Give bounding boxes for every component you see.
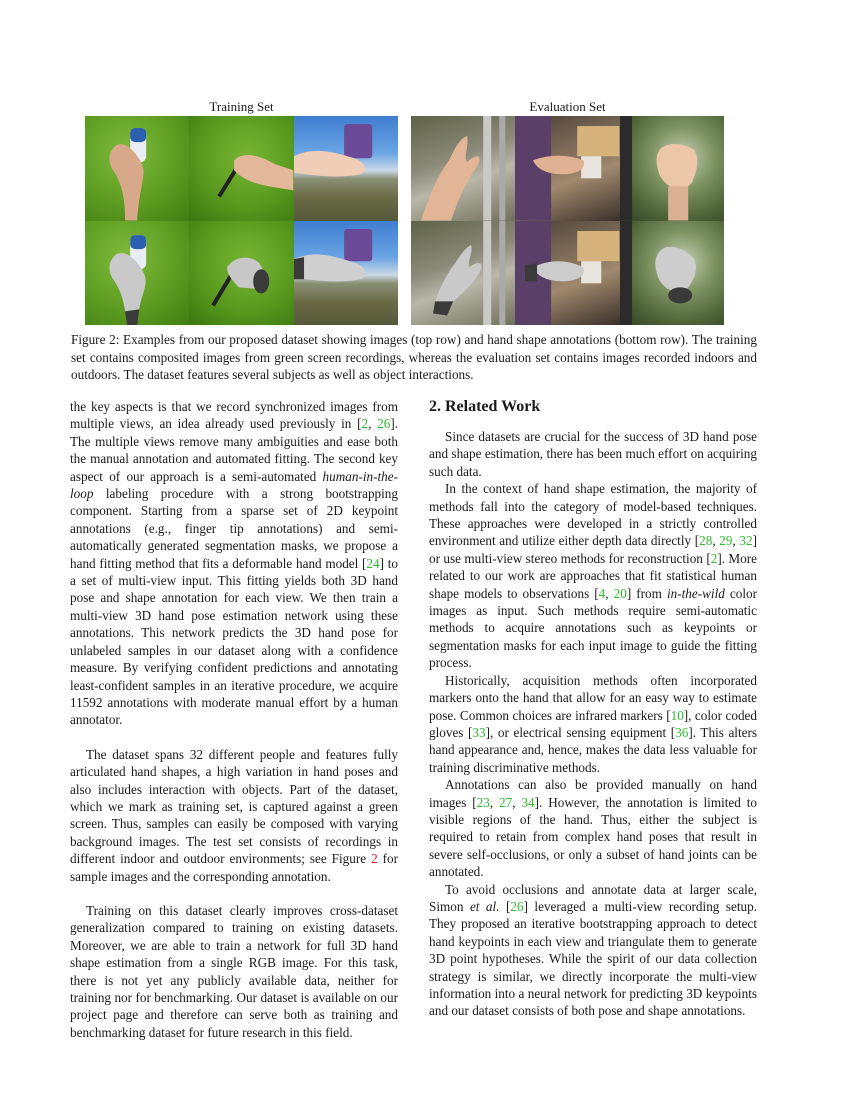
evaluation-annotation-indoor — [515, 221, 619, 326]
evaluation-image-outdoor — [411, 116, 515, 221]
text-run: ]. However, the annotation is limited to visible regions of the hand. Thus, either the subject is required to retain from complex hand poses that result in severe self-occlusions, or only a subset of hand joints can be annotated. — [429, 794, 758, 880]
evaluation-set-label: Evaluation Set — [529, 99, 606, 114]
text-run: ]. More related to our work are approaches that fit statistical human shape models to observations [ — [429, 550, 757, 601]
training-image-grid — [85, 116, 398, 325]
text-run: To avoid occlusions and annotate data at larger scale, Simon — [429, 881, 757, 914]
citation-link[interactable]: 27 — [499, 794, 513, 810]
paragraph-multiview — [429, 881, 757, 1020]
figure-caption: Figure 2: Examples from our proposed dataset showing images (top row) and hand shape annotations (bottom row). The training set contains composited images from green screen recordings, whereas the evaluation set contains images recorded indoors and outdoors. The dataset features several subjects as well as object interactions. — [71, 332, 757, 383]
text-run: , — [712, 533, 720, 549]
text-run: ], or electrical sensing equipment [ — [485, 724, 676, 740]
text-run: color images as input. Such methods require semi-automatic methods to acquire annotations such as keypoints or segmentation masks for each input image to guide the fitting process. — [429, 585, 757, 671]
evaluation-image-indoor — [515, 116, 619, 221]
text-run: ]. The multiple views remove many ambiguities and ease both the manual annotation and automated fitting. The second key aspect of our approach is a semi-automated — [70, 416, 399, 484]
text-run: , — [732, 533, 740, 549]
text-run: labeling procedure with a strong bootstrapping component. Starting from a sparse set of 2D keypoint annotations (e.g., finger tip annotations) and semi-automatically generated segmentation masks, we propose a hand fitting method that fits a deformable hand model [ — [70, 486, 398, 571]
text-run: , — [489, 794, 500, 810]
paragraph-keypoints — [70, 398, 398, 729]
right-column — [429, 398, 757, 1020]
citation-link[interactable]: 26 — [510, 898, 524, 914]
citation-link[interactable]: 4 — [598, 585, 606, 601]
text-run: The dataset spans 32 different people and features fully articulated hand shapes, a high variation in hand poses and also includes interaction with objects. Part of the dataset, which we mark as training set, is captured against a green screen. Thus, samples can easily be composed with varying background images. The test set consists of recordings in different indoor and outdoor environments; see Figure — [70, 746, 398, 867]
citation-link[interactable]: 2 — [710, 550, 718, 566]
citation-link[interactable]: 32 — [739, 533, 753, 549]
paragraph-dataset — [70, 746, 398, 885]
paragraph-training: Training on this dataset clearly improves cross-dataset generalization compared to training on existing datasets. Moreover, we are able to train a network for full 3D hand shape estimation from a single RGB image. For this task, there is not yet any publicly available data, neither for training nor for benchmarking. Our dataset is available on our project page and therefore can serve both as training and benchmarking dataset for future research in this field. — [70, 902, 398, 1040]
section-heading: 2. Related Work — [429, 398, 541, 415]
figure-reference-link[interactable]: 2 — [371, 851, 378, 867]
citation-link[interactable]: 20 — [613, 585, 627, 601]
text-run: ] from — [626, 585, 667, 601]
text-run: the key aspects is that we record synchronized images from multiple views, an idea already used previously in [ — [70, 399, 398, 432]
text-run: [ — [499, 898, 511, 914]
citation-link[interactable]: 33 — [472, 724, 486, 740]
training-image-pen — [189, 116, 293, 221]
training-annotation-pen — [189, 221, 293, 326]
citation-link[interactable]: 10 — [670, 707, 684, 723]
training-annotation-mountain — [294, 221, 398, 326]
citation-link[interactable]: 28 — [699, 533, 713, 549]
text-run: ], color coded gloves [ — [429, 707, 757, 740]
citation-link[interactable]: 26 — [377, 416, 391, 432]
text-run: , — [512, 794, 522, 810]
paragraph-model-based — [429, 480, 757, 671]
paragraph-related-intro: Since datasets are crucial for the success of 3D hand pose and shape estimation, there has been much effort on acquiring such data. — [429, 429, 757, 479]
citation-link[interactable]: 29 — [719, 533, 733, 549]
left-column — [70, 398, 398, 1041]
text-run: for sample images and the corresponding annotation. — [70, 851, 398, 884]
emphasis-text: et al. — [469, 898, 500, 914]
emphasis-text: human-in-the-loop — [70, 468, 398, 502]
paragraph-markers — [429, 672, 757, 776]
evaluation-image-tree — [620, 116, 724, 221]
text-run: ]. This alters hand appearance and, hence, makes the data less valuable for training discriminative methods. — [429, 724, 758, 775]
evaluation-annotation-outdoor — [411, 221, 515, 326]
evaluation-annotation-tree — [620, 221, 724, 326]
text-run: Historically, acquisition methods often incorporated markers onto the hand that allow for an easy way to estimate pose. Common choices are infrared markers [ — [429, 672, 757, 723]
evaluation-image-grid — [411, 116, 724, 325]
text-run: ] or use multi-view stereo methods for reconstruction [ — [429, 533, 758, 566]
citation-link[interactable]: 36 — [675, 724, 689, 740]
training-annotation-bottle — [85, 221, 189, 326]
training-image-bottle — [85, 116, 189, 221]
training-image-mountain — [294, 116, 398, 221]
text-run: Annotations can also be provided manually on hand images [ — [429, 777, 757, 810]
training-set-label: Training Set — [209, 99, 274, 114]
text-run: In the context of hand shape estimation, the majority of methods fall into the category of model-based techniques. These approaches were developed in a strictly controlled environment and utilize either depth data directly [ — [429, 481, 757, 549]
text-run: ] to a set of multi-view input. This fitting yields both 3D hand pose and shape annotation for each view. We then train a multi-view 3D hand pose estimation network using these annotations. This network predicts the 3D hand pose for unlabeled samples in our dataset along with a confidence measure. By verifying confident predictions and annotating least-confident samples in an iterative procedure, we acquire 11592 annotations with moderate manual effort by a human annotator. — [70, 555, 398, 728]
citation-link[interactable]: 23 — [476, 794, 490, 810]
text-run: , — [368, 416, 378, 432]
emphasis-text: in-the-wild — [666, 585, 725, 601]
text-run: ] leveraged a multi-view recording setup. They proposed an iterative bootstrapping approach to detect hand keypoints in each view and triangulate them to generate 3D point hypotheses. While the spirit of our data collection strategy is similar, we directly incorporate the multi-view information into a neural network for predicting 3D keypoints and our dataset consists of both pose and shape annotations. — [429, 898, 757, 1019]
citation-link[interactable]: 24 — [366, 555, 380, 571]
citation-link[interactable]: 34 — [521, 794, 535, 810]
paragraph-manual-annotation — [429, 776, 757, 880]
text-run: , — [605, 585, 614, 601]
citation-link[interactable]: 2 — [361, 416, 369, 432]
